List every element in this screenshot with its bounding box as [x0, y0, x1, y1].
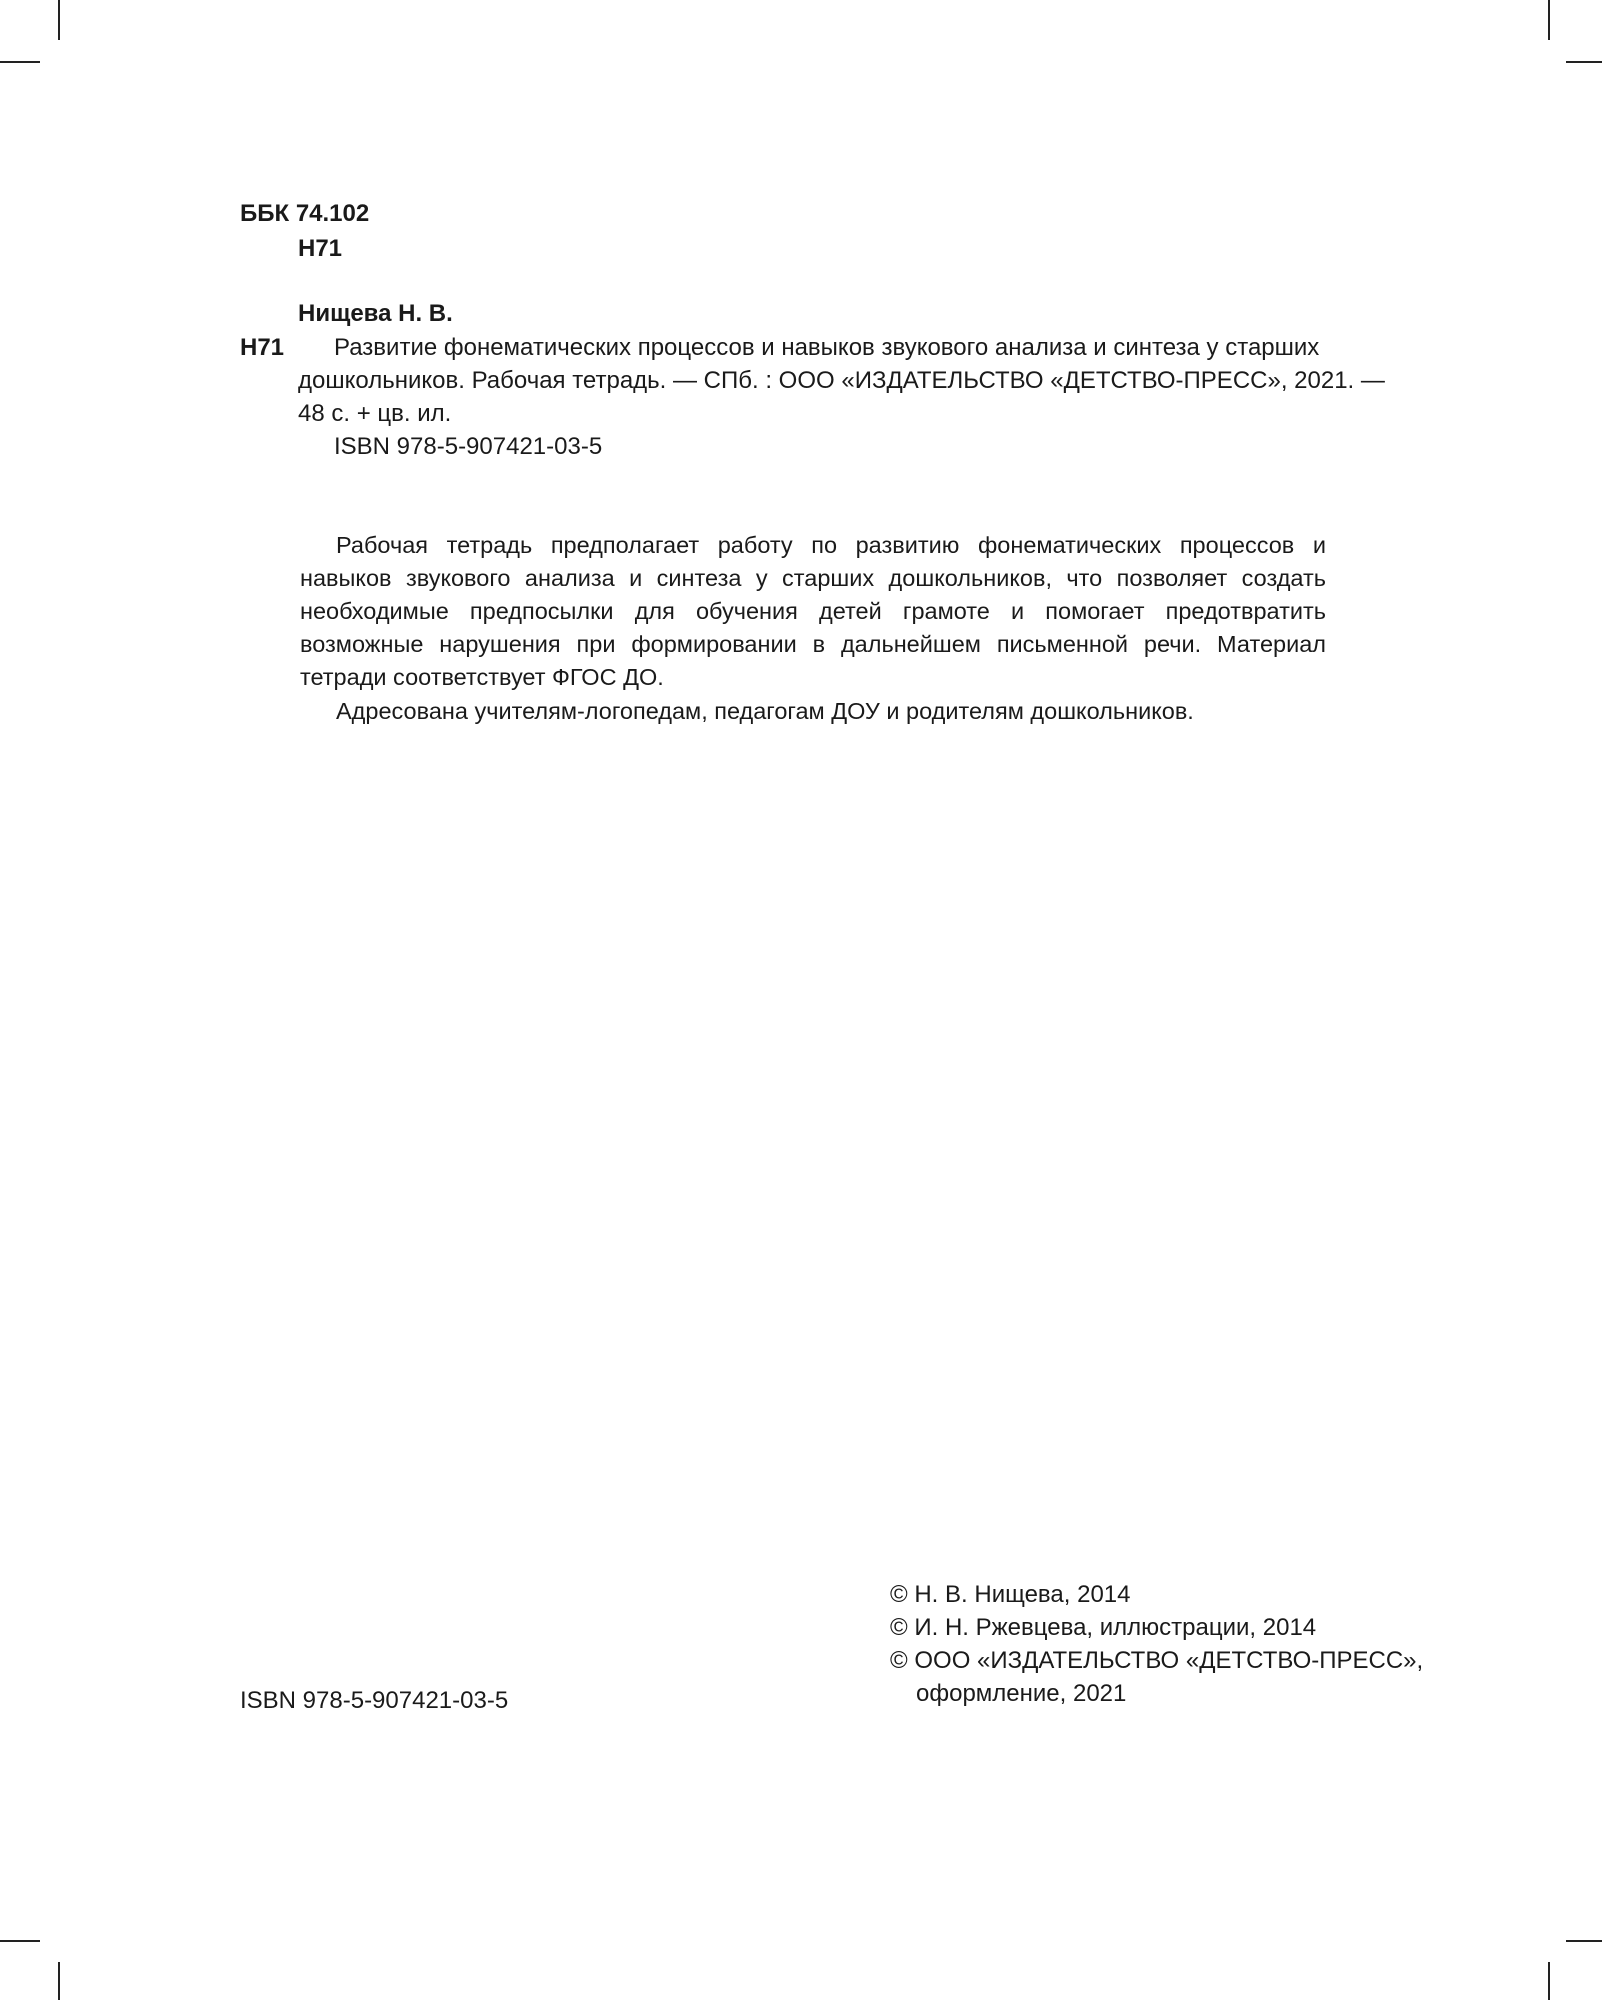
- annotation-paragraph-1: Рабочая тетрадь предполагает работу по развитию фонематических процессов и навыков звукового анализа и синтеза у старших дошкольников, что позволяет создать необходимые предпосылки для обучения детей грамоте и помогает предотвратить возможные нарушения при формировании в дальнейшем письменной речи. Материал тетради соответствует ФГОС ДО.: [300, 532, 1326, 690]
- copyright-publisher: © ООО «ИЗДАТЕЛЬСТВО «ДЕТСТВО-ПРЕСС»,: [890, 1647, 1424, 1674]
- crop-mark-bottom-right-h: [1566, 1940, 1602, 1942]
- record-description-line-2: дошкольников. Рабочая тетрадь. — СПб. : ООО «ИЗДАТЕЛЬСТВО «ДЕТСТВО-ПРЕСС», 2021. —: [298, 367, 1385, 394]
- copyright-author: © Н. В. Нищева, 2014: [890, 1581, 1131, 1608]
- crop-mark-top-left-h: [0, 61, 40, 63]
- bbk-index: ББК 74.102: [240, 200, 370, 227]
- crop-mark-bottom-right: [1548, 1962, 1550, 2000]
- record-isbn: ISBN 978-5-907421-03-5: [334, 433, 603, 460]
- crop-mark-top-right: [1548, 0, 1550, 40]
- copyright-block: [890, 1578, 1423, 1710]
- copyright-publisher-design: оформление, 2021: [916, 1680, 1127, 1707]
- crop-mark-top-right-h: [1566, 61, 1602, 63]
- footer-isbn: ISBN 978-5-907421-03-5: [240, 1687, 509, 1714]
- copyright-illustrator: © И. Н. Ржевцева, иллюстрации, 2014: [890, 1614, 1317, 1641]
- crop-mark-bottom-left-h: [0, 1940, 40, 1942]
- annotation-paragraph-2: Адресована учителям-логопедам, педагогам ДОУ и родителям дошкольников.: [336, 698, 1194, 724]
- record-description-line-3: 48 с. + цв. ил.: [298, 400, 452, 427]
- author-mark: Н71: [298, 235, 343, 262]
- record-description-line-1: Развитие фонематических процессов и навыков звукового анализа и синтеза у старших: [334, 334, 1320, 361]
- author-name: Нищева Н. В.: [298, 300, 453, 327]
- crop-mark-bottom-left: [58, 1962, 60, 2000]
- record-mark: Н71: [240, 334, 285, 361]
- crop-mark-top-left: [58, 0, 60, 40]
